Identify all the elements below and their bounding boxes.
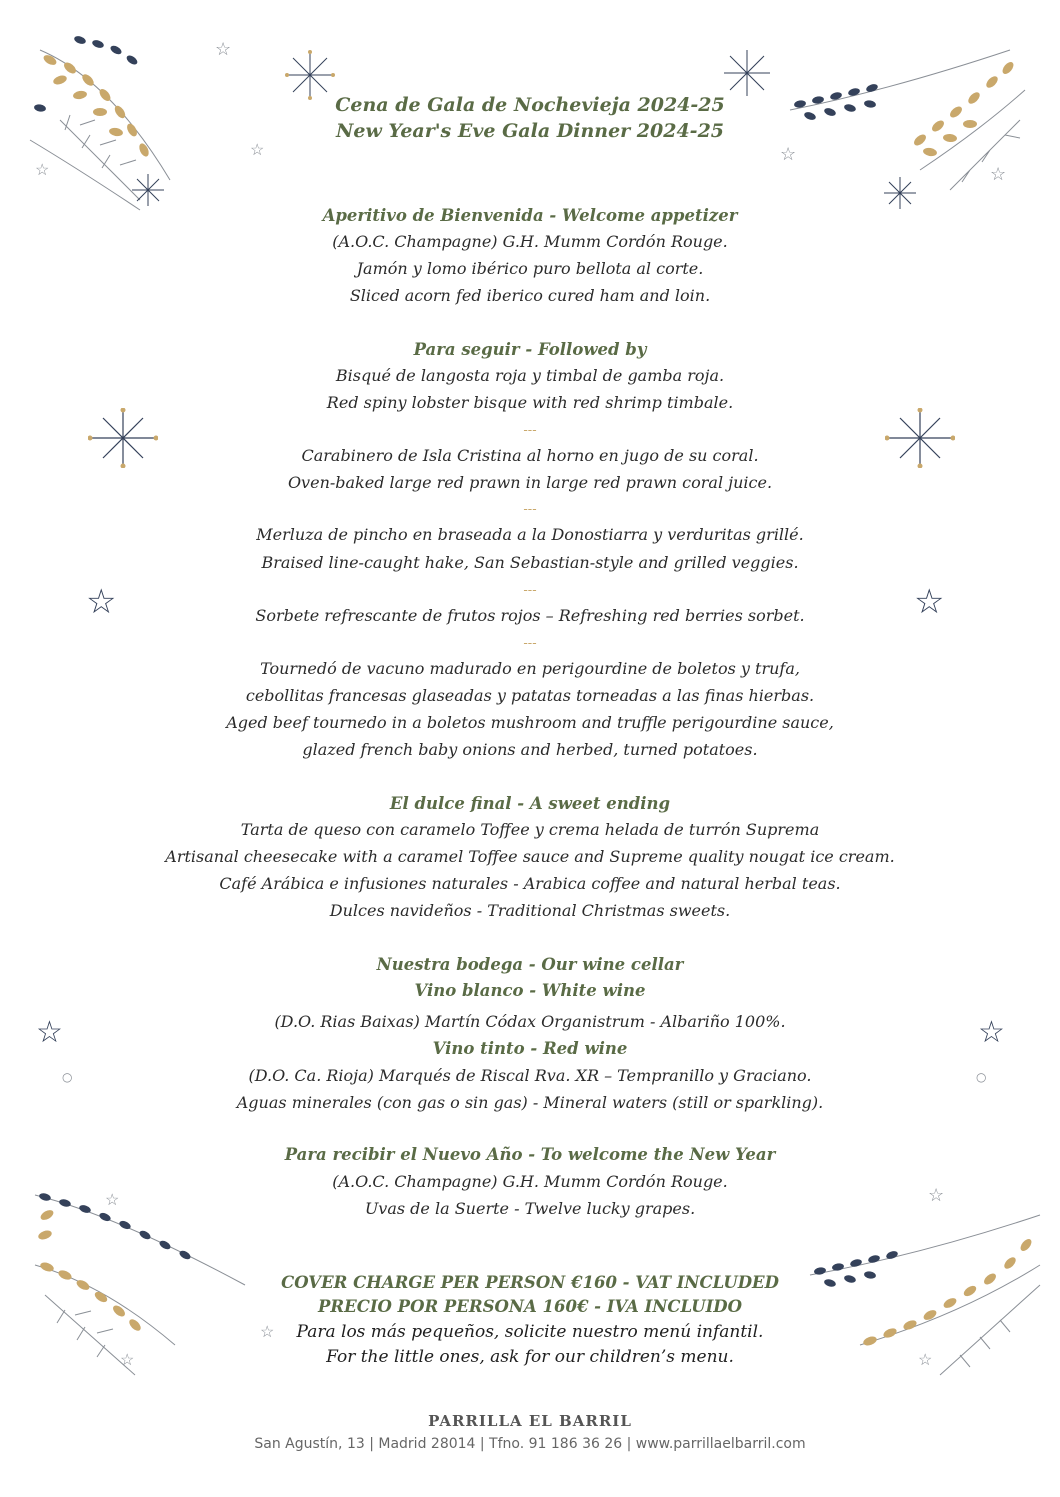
star-icon: ☆	[914, 582, 945, 622]
followed-line: glazed french baby onions and herbed, turned potatoes.	[302, 740, 758, 759]
kids-menu-en: For the little ones, ask for our children’s menu.	[326, 1347, 734, 1367]
dot-icon: ○	[976, 1070, 987, 1084]
star-icon: ☆	[36, 1015, 63, 1050]
welcome-line: Jamón y lomo ibérico puro bellota al corte.	[356, 259, 704, 278]
star-icon: ☆	[86, 582, 117, 622]
svg-text:☆: ☆	[105, 1190, 120, 1209]
followed-line: Aged beef tournedo in a boletos mushroom and truffle perigourdine sauce,	[226, 713, 834, 732]
white-wine-heading: Vino blanco - White wine	[414, 981, 646, 1000]
dessert-line: Café Arábica e infusiones naturales - Arabica coffee and natural herbal teas.	[219, 874, 841, 893]
page-title	[0, 92, 1060, 144]
followed-line: Braised line-caught hake, San Sebastian-style and grilled veggies.	[261, 553, 799, 572]
svg-text:☆: ☆	[928, 1185, 945, 1206]
dessert-line: Tarta de queso con caramelo Toffee y crema helada de turrón Suprema	[240, 820, 820, 839]
snowflake-icon	[722, 48, 772, 98]
svg-text:☆: ☆	[35, 160, 50, 179]
dessert-line: Dulces navideños - Traditional Christmas sweets.	[329, 901, 731, 920]
followed-line: Merluza de pincho en braseada a la Donostiarra y verduritas grillé.	[256, 525, 804, 544]
svg-text:☆: ☆	[260, 1322, 275, 1341]
newyear-line: Uvas de la Suerte - Twelve lucky grapes.	[364, 1199, 696, 1218]
wine-heading: Nuestra bodega - Our wine cellar	[376, 955, 684, 974]
followed-line: Oven-baked large red prawn in large red prawn coral juice.	[287, 473, 773, 492]
followed-heading: Para seguir - Followed by	[413, 340, 647, 359]
newyear-heading: Para recibir el Nuevo Año - To welcome the New Year	[284, 1145, 776, 1164]
followed-line: Tournedó de vacuno madurado en perigourdine de boletos y trufa,	[260, 659, 800, 678]
followed-line: cebollitas francesas glaseadas y patatas torneadas a las finas hierbas.	[245, 686, 815, 705]
dessert-line: Artisanal cheesecake with a caramel Toffee sauce and Supreme quality nougat ice cream.	[165, 847, 895, 866]
cover-charge-en: COVER CHARGE PER PERSON €160 - VAT INCLUDED	[281, 1273, 779, 1292]
snowflake-icon	[130, 172, 166, 208]
followed-line: Red spiny lobster bisque with red shrimp timbale.	[326, 393, 734, 412]
followed-line: Bisqué de langosta roja y timbal de gamba roja.	[335, 366, 725, 385]
svg-text:☆: ☆	[120, 1350, 135, 1369]
footer-address: San Agustín, 13 | Madrid 28014 | Tfno. 91 186 36 26 | www.parrillaelbarril.com	[254, 1436, 806, 1452]
title-es: Cena de Gala de Nochevieja 2024-25	[335, 94, 725, 116]
title-en: New Year's Eve Gala Dinner 2024-25	[335, 120, 725, 142]
welcome-line: (A.O.C. Champagne) G.H. Mumm Cordón Rouge.	[332, 232, 728, 251]
welcome-heading: Aperitivo de Bienvenida - Welcome appetizer	[322, 206, 738, 225]
svg-text:☆: ☆	[250, 140, 265, 159]
followed-line: Carabinero de Isla Cristina al horno en jugo de su coral.	[301, 446, 759, 465]
svg-text:☆: ☆	[780, 144, 797, 165]
dessert-heading: El dulce final - A sweet ending	[389, 794, 671, 813]
newyear-line: (A.O.C. Champagne) G.H. Mumm Cordón Rouge.	[332, 1172, 728, 1191]
cover-charge-es: PRECIO POR PERSONA 160€ - IVA INCLUIDO	[318, 1297, 742, 1316]
red-wine-line: (D.O. Ca. Rioja) Marqués de Riscal Rva. XR – Tempranillo y Graciano.	[248, 1066, 812, 1085]
separator: ---	[523, 423, 537, 438]
kids-menu-es: Para los más pequeños, solicite nuestro menú infantil.	[296, 1322, 764, 1342]
welcome-line: Sliced acorn fed iberico cured ham and loin.	[349, 286, 711, 305]
red-wine-heading: Vino tinto - Red wine	[432, 1039, 628, 1058]
footer-brand: PARRILLA EL BARRIL	[428, 1412, 632, 1430]
separator: ---	[523, 502, 537, 517]
white-wine-line: (D.O. Rias Baixas) Martín Códax Organistrum - Albariño 100%.	[274, 1012, 786, 1031]
svg-text:☆: ☆	[918, 1350, 933, 1369]
svg-text:☆: ☆	[215, 39, 232, 60]
water-line: Aguas minerales (con gas o sin gas) - Mineral waters (still or sparkling).	[236, 1093, 824, 1112]
separator: ---	[523, 636, 537, 651]
svg-text:☆: ☆	[990, 164, 1007, 185]
star-icon: ☆	[978, 1015, 1005, 1050]
followed-line: Sorbete refrescante de frutos rojos – Refreshing red berries sorbet.	[255, 606, 805, 625]
dot-icon: ○	[62, 1070, 73, 1084]
separator: ---	[523, 583, 537, 598]
